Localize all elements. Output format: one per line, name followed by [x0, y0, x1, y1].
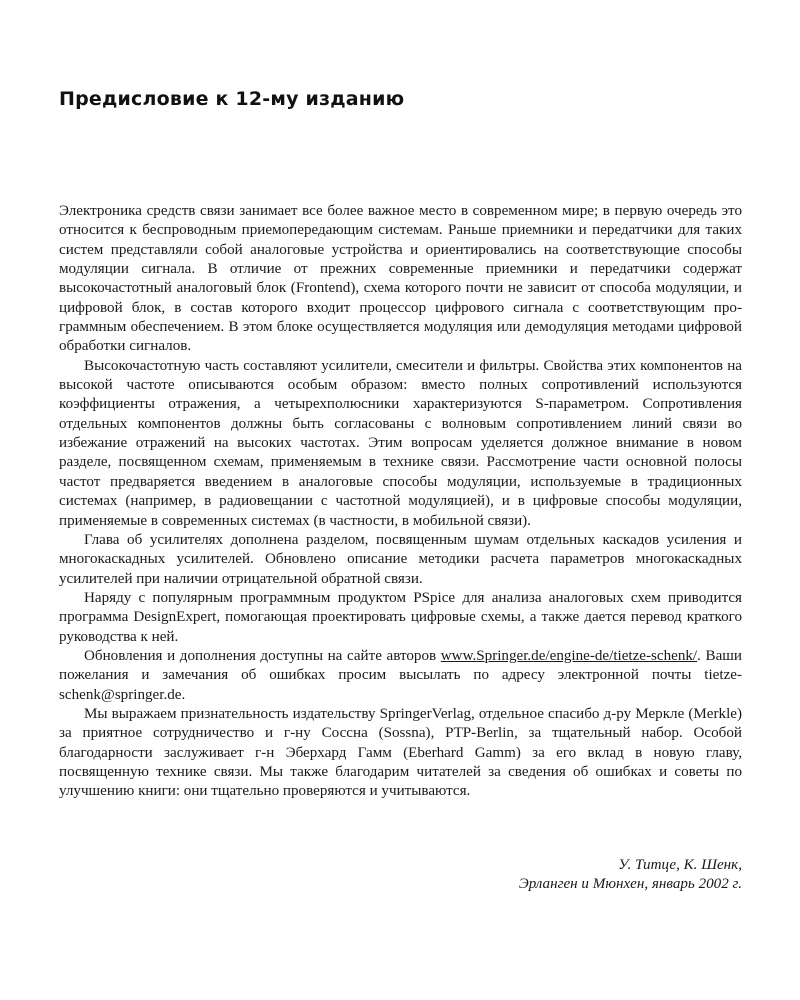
preface-body	[59, 202, 742, 802]
page-title: Предисловие к 12-му изданию	[59, 88, 405, 110]
paragraph-amplifiers: Глава об усилителях дополнена разделом, посвященным шумам отдельных каскадов усиления и многокаскадных усилителей. Обновлено описание методики расчета параметров многокаскадных усилителей при наличии отрицательной обратной связи.	[59, 531, 742, 587]
paragraph-hf-part: Высокочастотную часть составляют усилители, смесители и фильтры. Свойства этих компонентов на высокой частоте описываются особым образом: вместо полных сопротивлений используются коэффициенты отражения, а четырехполюсники характеризуются S-параметром. Сопротивления отдельных компонентов должны быть согласованы с волновым сопротивлением линий связи во избежание отражений на высоких частотах. Этим вопросам уделяется должное внимание в новом разделе, посвященном схемам, применяемым в технике связи. Рассмотрение части основной полосы частот предваряется введением в аналоговые способы модуляции, используемые в традиционных системах (например, в радиовещании с частотной модуляцией), и в цифровые способы модуляции, применяемые в современных системах (в частности, в мобильной связи).	[59, 357, 742, 529]
updates-text-after: . Ваши пожелания и замечания об ошибках просим высылать по адресу электронной почты tietze-schenk@springer.de.	[59, 647, 742, 703]
authors-website-link[interactable]: www.Springer.de/engine-de/tietze-schenk/	[440, 647, 698, 664]
signature-place-date: Эрланген и Мюнхен, январь 2002 г.	[518, 876, 742, 893]
paragraph-acknowledgements: Мы выражаем признательность издательству SpringerVerlag, отдельное спасибо д-ру Меркле (Merkle) за приятное сотрудничество и г-ну Соссна (Sossna), PTP-Berlin, за тщательный набор. Особой благодарности заслуживает г-н Эберхард Гамм (Eberhard Gamm) за его вклад в новую главу, посвященную технике связи. Мы также благодарим читателей за сведения об ошибках и советы по улучшению книги: они тщательно проверяются и учитываются.	[59, 705, 742, 800]
signature	[342, 856, 742, 895]
updates-text-before: Обновления и дополнения доступны на сайте авторов	[84, 647, 441, 664]
signature-authors: У. Титце, К. Шенк,	[618, 857, 742, 873]
paragraph-updates	[59, 647, 742, 705]
paragraph-intro: Электроника средств связи занимает все более важное место в современном мире; в первую очередь это относится к беспроводным приемопередающим системам. Раньше приемники и передатчики для таких систем представляли собой аналоговые устройства и ориентировались на соответствующие способы модуляции сигнала. В отличие от прежних современные приемники и передатчики содержат высокочастотный аналоговый блок (Frontend), схема которого почти не зависит от способа модуляции, и цифровой блок, в состав которого входит процессор цифрового сигнала с соответствующим программным обеспечением. В этом блоке осуществляется модуляция или демодуляция методами цифровой обработки сигналов.	[59, 203, 742, 355]
paragraph-software: Наряду с популярным программным продуктом PSpice для анализа аналоговых схем приводится программа DesignExpert, помогающая проектировать цифровые схемы, а также дается перевод краткого руководства к ней.	[59, 589, 742, 645]
